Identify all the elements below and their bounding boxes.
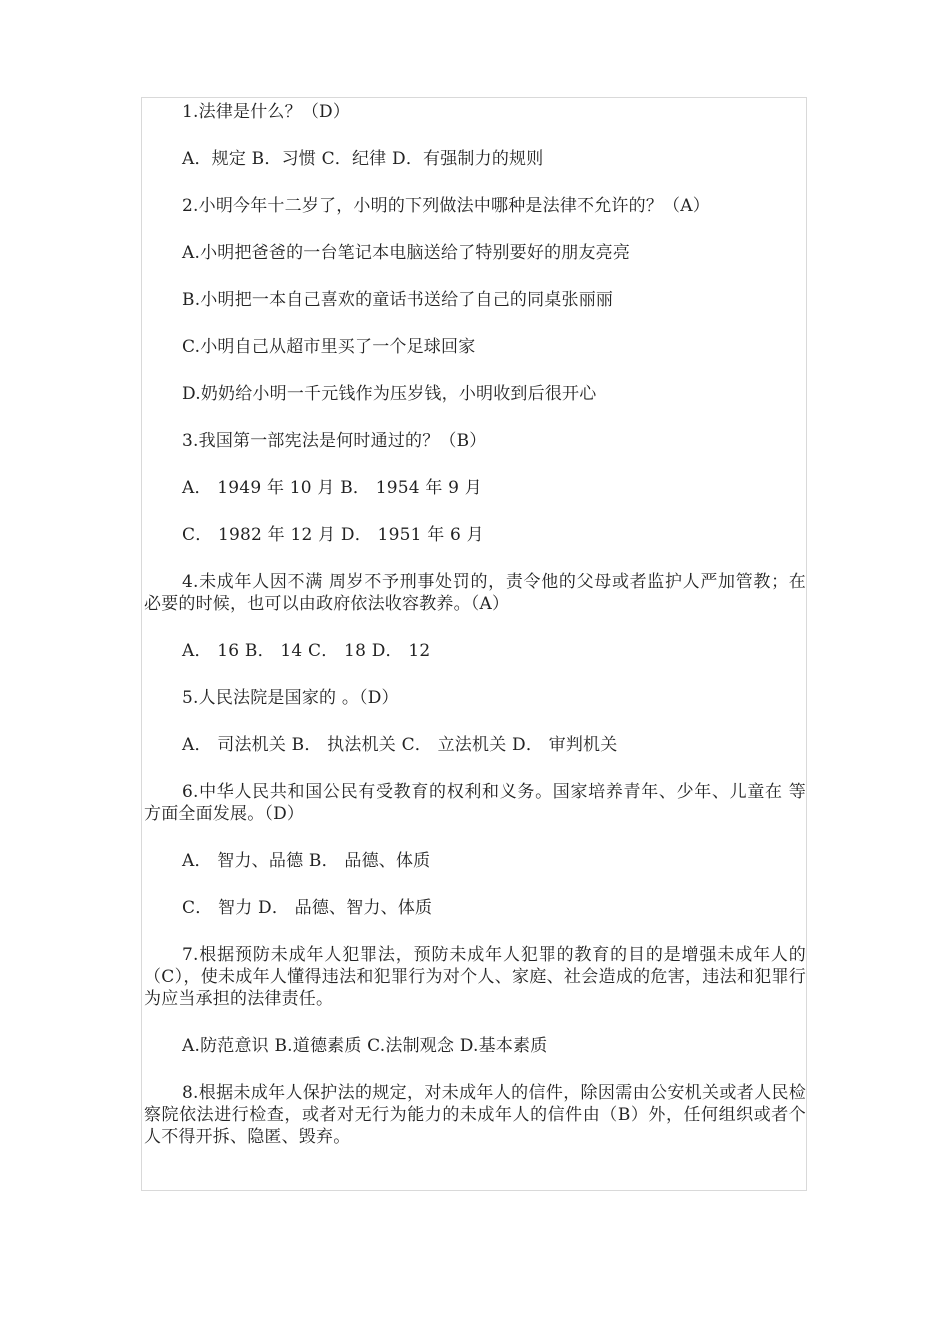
question-3-options-ab: A． 1949 年 10 月 B． 1954 年 9 月: [182, 478, 482, 498]
question-2: 2.小明今年十二岁了，小明的下列做法中哪种是法律不允许的？（A）: [182, 196, 710, 216]
question-2-option-d: D.奶奶给小明一千元钱作为压岁钱，小明收到后很开心: [182, 384, 597, 404]
question-8: 8.根据未成年人保护法的规定，对未成年人的信件，除因需由公安机关或者人民检察院依法进行检查，或者对无行为能力的未成年人的信件由（B）外，任何组织或者个人不得开拆、隐匿、毁弃。: [144, 1083, 806, 1147]
question-1: 1.法律是什么？（D）: [182, 102, 351, 122]
question-5-options: A． 司法机关 B． 执法机关 C． 立法机关 D． 审判机关: [182, 735, 618, 755]
question-2-option-c: C.小明自己从超市里买了一个足球回家: [182, 337, 476, 357]
question-2-option-a: A.小明把爸爸的一台笔记本电脑送给了特别要好的朋友亮亮: [182, 243, 631, 263]
question-4-options: A． 16 B． 14 C． 18 D． 12: [182, 641, 431, 661]
question-6-options-ab: A． 智力、品德 B． 品德、体质: [182, 851, 431, 871]
question-6-options-cd: C． 智力 D． 品德、智力、体质: [182, 898, 433, 918]
question-7-options: A.防范意识 B.道德素质 C.法制观念 D.基本素质: [182, 1036, 548, 1056]
question-3: 3.我国第一部宪法是何时通过的？（B）: [182, 431, 487, 451]
document-body: [144, 96, 806, 1173]
question-1-options: A．规定 B．习惯 C．纪律 D．有强制力的规则: [182, 149, 544, 169]
question-3-options-cd: C． 1982 年 12 月 D． 1951 年 6 月: [182, 525, 484, 545]
question-4: 4.未成年人因不满 周岁不予刑事处罚的，责令他的父母或者监护人严加管教；在必要的时候，也可以由政府依法收容教养。（A）: [144, 572, 806, 614]
question-6: 6.中华人民共和国公民有受教育的权利和义务。国家培养青年、少年、儿童在 等方面全面发展。（D）: [144, 782, 806, 824]
question-5: 5.人民法院是国家的 。（D）: [182, 688, 399, 708]
question-7: 7.根据预防未成年人犯罪法，预防未成年人犯罪的教育的目的是增强未成年人的（C），使未成年人懂得违法和犯罪行为对个人、家庭、社会造成的危害，违法和犯罪行为应当承担的法律责任。: [144, 945, 806, 1009]
question-2-option-b: B.小明把一本自己喜欢的童话书送给了自己的同桌张丽丽: [182, 290, 614, 310]
